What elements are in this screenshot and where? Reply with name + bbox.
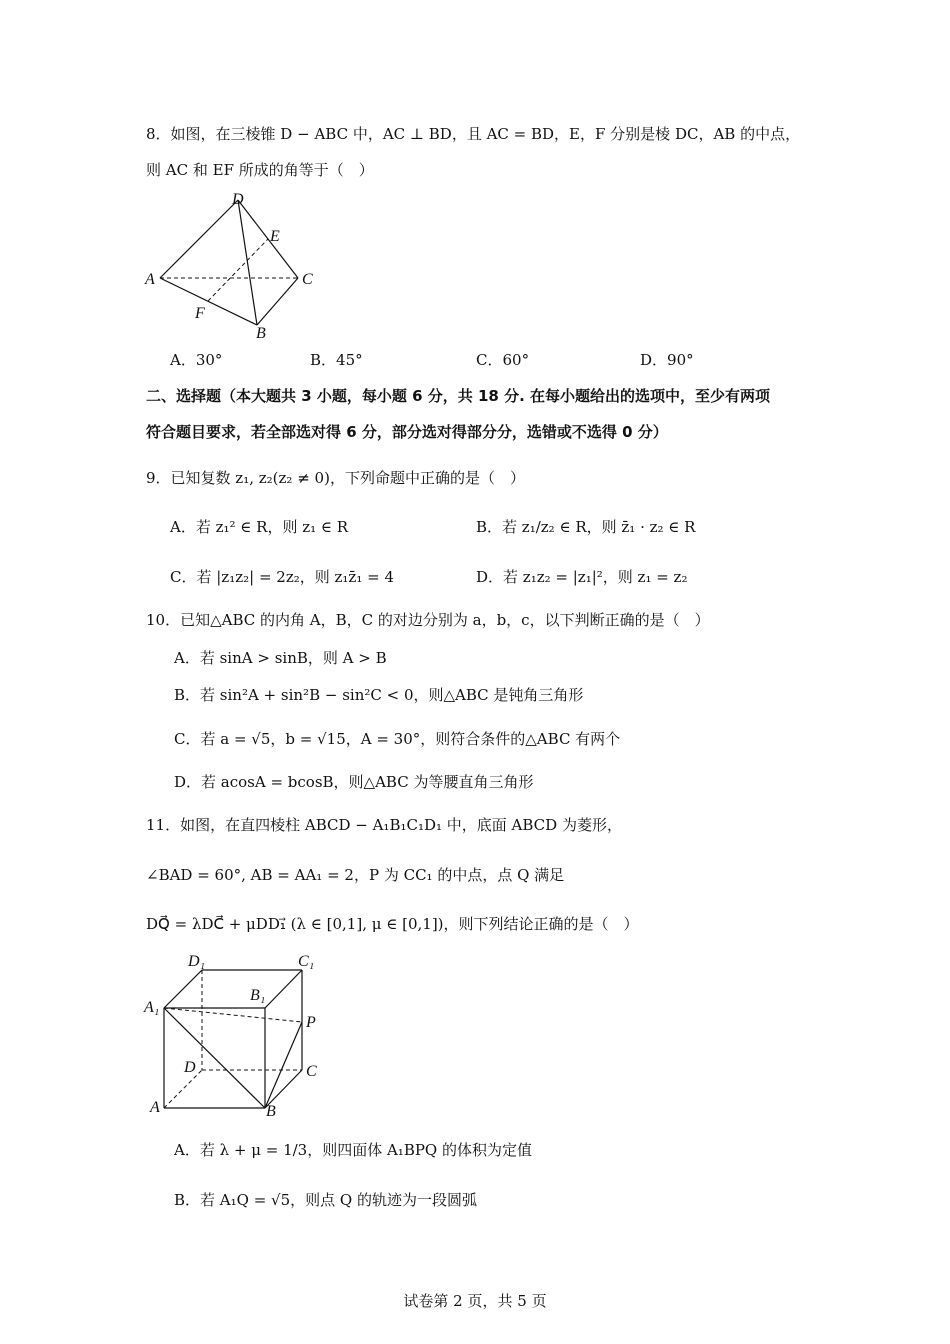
q8-option-c: C．60°	[476, 351, 530, 369]
label-D1: D₁	[188, 953, 206, 970]
q9-option-b: B．若 z₁/z₂ ∈ R，则 z̄₁ · z₂ ∈ R	[476, 518, 696, 536]
label-C1: C₁	[298, 953, 315, 970]
q11-option-a: A．若 λ + μ = 1/3，则四面体 A₁BPQ 的体积为定值	[174, 1141, 533, 1159]
q9-option-a: A．若 z₁² ∈ R，则 z₁ ∈ R	[170, 518, 349, 536]
q9-stem: 9．已知复数 z₁, z₂(z₂ ≠ 0)，下列命题中正确的是（ ）	[146, 469, 525, 487]
q10-option-a: A．若 sinA > sinB，则 A > B	[174, 649, 387, 667]
q8-stem-line1: 8．如图，在三棱锥 D − ABC 中，AC ⊥ BD，且 AC = BD，E，F 分别是棱 DC，AB 的中点，	[146, 125, 801, 143]
q11-stem-line1: 11．如图，在直四棱柱 ABCD − A₁B₁C₁D₁ 中，底面 ABCD 为菱形，	[146, 816, 622, 834]
label-P: P	[306, 1014, 316, 1031]
q11-stem-line3: DQ⃗ = λDC⃗ + μDD₁⃗ (λ ∈ [0,1], μ ∈ [0,1])，则下列结论正确的是（ ）	[146, 915, 639, 933]
q9-option-c: C．若 |z₁z₂| = 2z₂，则 z₁z̄₁ = 4	[170, 568, 394, 586]
label-D: D	[232, 191, 244, 208]
q10-stem: 10．已知△ABC 的内角 A，B，C 的对边分别为 a，b，c，以下判断正确的是（ ）	[146, 611, 710, 629]
label-B: B	[256, 325, 266, 340]
q8-tetrahedron-figure	[140, 188, 330, 340]
q11-stem-line2: ∠BAD = 60°, AB = AA₁ = 2，P 为 CC₁ 的中点，点 Q 满足	[146, 866, 565, 884]
label-A1: A₁	[144, 999, 160, 1016]
section2-heading-line1: 二、选择题（本大题共 3 小题，每小题 6 分，共 18 分. 在每小题给出的选项中，至少有两项	[146, 387, 771, 405]
label-A: A	[145, 271, 155, 288]
q11-option-b: B．若 A₁Q = √5，则点 Q 的轨迹为一段圆弧	[174, 1191, 477, 1209]
q8-stem-line2: 则 AC 和 EF 所成的角等于（ ）	[146, 161, 374, 179]
q8-option-a: A．30°	[170, 351, 223, 369]
label-C: C	[306, 1063, 317, 1080]
label-D: D	[184, 1059, 196, 1076]
q11-prism-figure	[140, 950, 340, 1120]
section2-heading-line2: 符合题目要求，若全部选对得 6 分，部分选对得部分分，选错或不选得 0 分）	[146, 423, 668, 441]
label-B1: B₁	[250, 987, 266, 1004]
label-C: C	[302, 271, 313, 288]
q8-option-d: D．90°	[640, 351, 694, 369]
label-E: E	[270, 228, 280, 245]
q8-option-b: B．45°	[310, 351, 363, 369]
label-F: F	[195, 305, 205, 322]
q10-option-c: C．若 a = √5，b = √15，A = 30°，则符合条件的△ABC 有两个	[174, 730, 621, 748]
label-B: B	[266, 1103, 276, 1120]
q10-option-b: B．若 sin²A + sin²B − sin²C < 0，则△ABC 是钝角三角形	[174, 686, 584, 704]
q9-option-d: D．若 z₁z₂ = |z₁|²，则 z₁ = z₂	[476, 568, 688, 586]
label-A: A	[150, 1099, 160, 1116]
page-footer: 试卷第 2 页，共 5 页	[403, 1292, 547, 1310]
q10-option-d: D．若 acosA = bcosB，则△ABC 为等腰直角三角形	[174, 773, 534, 791]
